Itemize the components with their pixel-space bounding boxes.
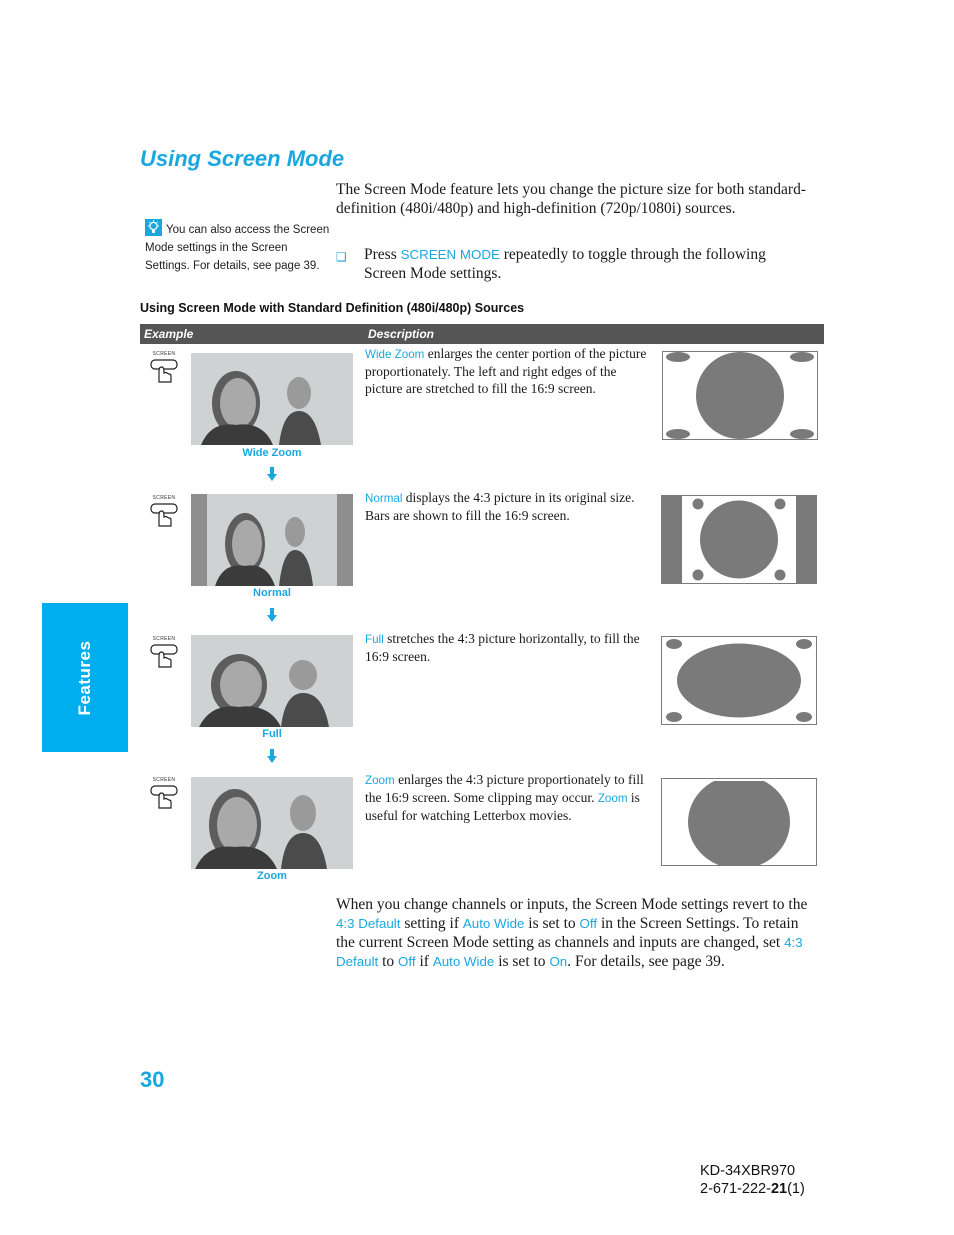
screen-button-icon: SCREEN	[149, 636, 179, 670]
header-description: Description	[368, 327, 435, 341]
normal-diagram	[661, 495, 817, 584]
normal-description: Normal displays the 4:3 picture in its original size. Bars are shown to fill the 16:9 screen.	[365, 490, 635, 523]
wide-zoom-diagram	[662, 351, 818, 440]
table-header	[140, 324, 824, 344]
zoom-photo	[191, 777, 353, 869]
zoom-diagram	[661, 778, 817, 866]
table-title: Using Screen Mode with Standard Definition (480i/480p) Sources	[140, 301, 525, 315]
instruction-before: Press	[364, 246, 401, 263]
instruction-step	[336, 245, 806, 283]
model-line-2: 2-671-222-21(1)	[700, 1181, 805, 1197]
instruction-after: repeatedly to toggle through the following Screen Mode settings.	[364, 246, 766, 282]
tip-text: You can also access the Screen Mode settings in the Screen Settings. For details, see page 39.	[145, 224, 330, 272]
zoom-description: Zoom enlarges the 4:3 picture proportionately to fill the 16:9 screen. Some clipping may occur. Zoom is useful for watching Letterbox movies.	[365, 772, 644, 823]
full-caption: Full	[262, 728, 282, 740]
screen-button-icon: SCREEN	[149, 351, 179, 385]
screen-button-icon: SCREEN	[149, 495, 179, 529]
checkbox-bullet-icon: ❑	[336, 250, 347, 264]
header-example: Example	[144, 327, 194, 341]
full-description: Full stretches the 4:3 picture horizontally, to fill the 16:9 screen.	[365, 631, 640, 664]
zoom-caption: Zoom	[257, 870, 287, 882]
model-number	[700, 1162, 812, 1198]
intro-paragraph: The Screen Mode feature lets you change the picture size for both standard-definition (480i/480p) and high-definition (720p/1080i) sources.	[336, 181, 806, 217]
full-diagram	[661, 636, 817, 725]
arrow-down-icon	[267, 608, 277, 622]
screen-button-icon: SCREEN	[149, 777, 179, 811]
wide-zoom-description: Wide Zoom enlarges the center portion of the picture proportionately. The left and right edges of the picture are stretched to fill the 16:9 screen.	[365, 346, 647, 396]
wide-zoom-photo	[191, 353, 353, 445]
page-title: Using Screen Mode	[140, 146, 345, 171]
features-section-tab	[42, 603, 128, 752]
normal-caption: Normal	[253, 587, 291, 599]
tip-note	[145, 219, 335, 275]
arrow-down-icon	[267, 467, 277, 481]
wide-zoom-caption: Wide Zoom	[242, 447, 302, 459]
page-number: 30	[140, 1067, 165, 1092]
model-line-1: KD-34XBR970	[700, 1163, 796, 1179]
screen-mode-button-ref: SCREEN MODE	[400, 247, 500, 262]
lightbulb-icon	[145, 219, 162, 236]
arrow-down-icon	[267, 749, 277, 763]
features-tab-label: Features	[75, 640, 94, 715]
full-photo	[191, 635, 353, 727]
closing-paragraph: When you change channels or inputs, the Screen Mode settings revert to the 4:3 Default setting if Auto Wide is set to Off in the Screen Settings. To retain the current Screen Mode setting as channels and inputs are changed, set 4:3 Default to Off if Auto Wide is set to On. For details, see page 39.	[336, 896, 808, 970]
normal-photo	[191, 494, 353, 586]
